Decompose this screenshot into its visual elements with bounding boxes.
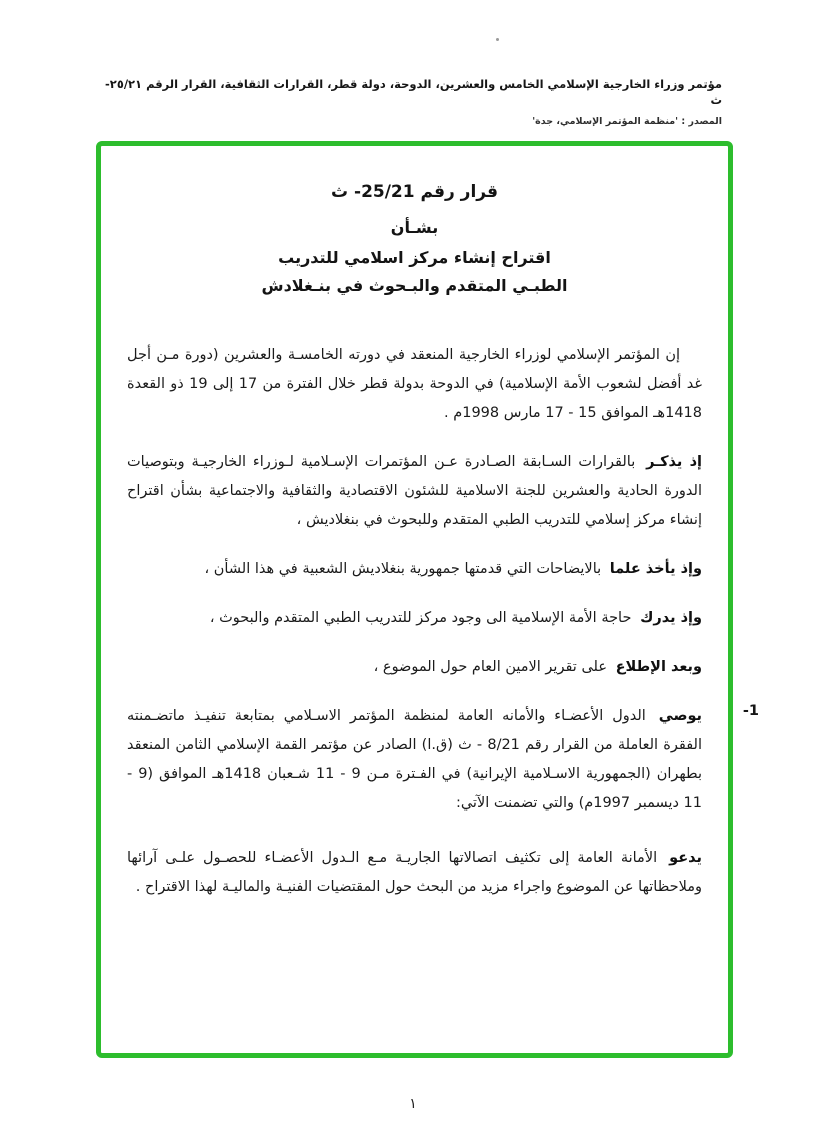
lead-word-taking-note: وإذ يأخذ علما: [609, 561, 702, 577]
page-number: ١: [409, 1096, 417, 1112]
taking-note-text: بالايضاحات التي قدمتها جمهورية بنغلاديش الشعبية في هذا الشأن ،: [204, 561, 602, 577]
lead-word-recommends: يوصي: [658, 708, 702, 724]
title-regarding: بشـأن: [390, 218, 439, 237]
lead-word-invites: يدعو: [669, 850, 702, 866]
resolution-title-block: [127, 182, 702, 295]
aware-paragraph: [127, 604, 702, 633]
preamble-paragraph: إن المؤتمر الإسلامي لوزراء الخارجية المنعقد في دورته الخامسـة والعشرين (دورة مـن أجل غد أفضل لشعوب الأمة الإسلامية) في الدوحة بدولة قطر خلال الفترة من 17 إلى 19 ذو القعدة 1418هـ الموافق 15 - 17 مارس 1998م .: [127, 347, 702, 421]
having-examined-paragraph: [127, 653, 702, 682]
title-subject-line2: الطبـي المتقدم والبـحوث في بنـغلادش: [261, 276, 568, 295]
aware-text: حاجة الأمة الإسلامية الى وجود مركز للتدريب الطبي المتقدم والبحوث ،: [209, 610, 632, 626]
taking-note-paragraph: [127, 555, 702, 584]
closing-text: الأمانة العامة إلى تكثيف اتصالاتها الجاريـة مـع الـدول الأعضـاء للحصـول علـى آرائها وملاحظاتها عن الموضوع واجراء مزيد من البحث حول المقتضيات الفنيـة والماليـة لهذا الاقتراح .: [127, 850, 702, 895]
recalling-text: بالقرارات السـابقة الصـادرة عـن المؤتمرات الإسـلامية لـوزراء الخارجيـة وبتوصيات الدورة الحادية والعشرين للجنة الاسلامية للشئون الاقتصادية والثقافية والاجتماعية بشأن اقتراح إنشاء مركز إسلامي للتدريب الطبي المتقدم وللبحوث في بنغلاديش ،: [127, 454, 702, 528]
recalling-paragraph: [127, 448, 702, 535]
title-subject-line1: اقتراح إنشاء مركز اسلامي للتدريب: [278, 248, 551, 267]
operative-item-1: [127, 702, 759, 818]
document-source-header: [100, 76, 722, 127]
scan-artifact-dot: [496, 38, 499, 41]
lead-word-recalling: إذ يذكـر: [646, 454, 702, 470]
header-source-line: المصدر : 'منظمة المؤتمر الإسلامي، جدة': [532, 116, 722, 127]
highlight-border-box: [96, 141, 759, 1058]
lead-word-aware: وإذ يدرك: [640, 610, 702, 626]
having-examined-text: على تقرير الامين العام حول الموضوع ،: [373, 659, 607, 675]
operative-item-1-text: الدول الأعضـاء والأمانه العامة لمنظمة المؤتمر الاسـلامي بمتابعة تنفيـذ ماتضـمنته الفقرة العاملة من القرار رقم 8/21 - ث (ق.ا) الصادر عن مؤتمر القمة الإسلامي الثامن المنعقد بطهران (الجمهورية الاسـلامية الإيرانية) في الفـترة مـن 9 - 11 شـعبان 1418هـ الموافق (9 - 11 ديسمبر 1997م) والتي تضمنت الآتي:: [127, 708, 702, 811]
resolution-content: [101, 146, 759, 1053]
resolution-number-title: قرار رقم 25/21- ث: [331, 182, 498, 202]
operative-item-1-paragraph: [127, 702, 702, 818]
closing-paragraph: [127, 844, 702, 902]
item-number-marker: 1-: [742, 703, 759, 719]
lead-word-having-examined: وبعد الإطلاع: [615, 659, 702, 675]
header-reference-line: مؤتمر وزراء الخارجية الإسلامي الخامس والعشرين، الدوحة، دولة قطر، القرارات الثقافية، القرار الرقم ٢٥/٢١-ث: [105, 77, 722, 107]
